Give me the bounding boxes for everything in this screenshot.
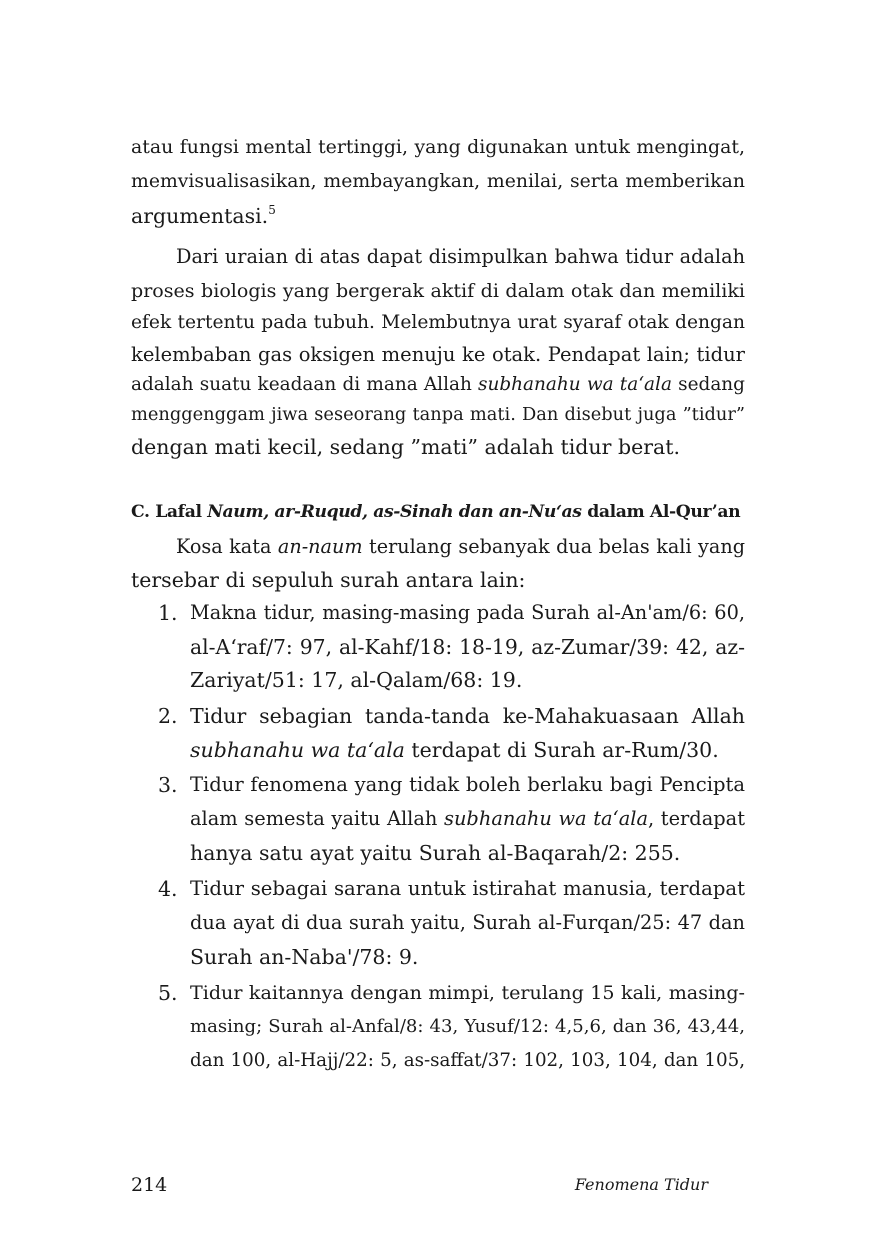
running-title: Fenomena Tidur (574, 1175, 708, 1194)
paragraph-2-line-3: efek tertentu pada tubuh. Melembutnya urat syaraf otak dengan (131, 312, 745, 333)
list-item-1-number: 1. (158, 601, 178, 625)
list-item-5-line-1: Tidur kaitannya dengan mimpi, terulang 15 kali, masing- (190, 981, 745, 1004)
list-item-3-line-1: Tidur fenomena yang tidak boleh berlaku bagi Pencipta (190, 773, 745, 796)
paragraph-1-last-text: argumentasi. (131, 204, 269, 228)
list-item-3-line-2 (190, 802, 745, 836)
section-italic-terms: Naum, ar-Ruqud, as-Sinah dan an-Nu‘as (207, 502, 582, 522)
paragraph-2-line-6: menggenggam jiwa seseorang tanpa mati. Dan disebut juga ”tidur” (131, 404, 745, 425)
list-item-1-line-2: al-A‘raf/7: 97, al-Kahf/18: 18-19, az-Zumar/39: 42, az- (190, 635, 745, 659)
list-item-4-line-2: dua ayat di dua surah yaitu, Surah al-Furqan/25: 47 dan (190, 911, 745, 934)
list-item-1-line-3: Zariyat/51: 17, al-Qalam/68: 19. (190, 668, 523, 692)
section-lead: Lafal (155, 502, 208, 522)
paragraph-2-line-4: kelembaban gas oksigen menuju ke otak. Pendapat lain; tidur (131, 343, 745, 366)
paragraph-1-line-3 (131, 199, 745, 233)
p2-line5-after: sedang (671, 374, 745, 395)
list-item-5-number: 5. (158, 981, 178, 1005)
list-item-3-after: , terdapat (648, 807, 745, 830)
list-item-4-number: 4. (158, 877, 178, 901)
paragraph-2-line-7: dengan mati kecil, sedang ”mati” adalah tidur berat. (131, 435, 680, 459)
list-item-5-line-2: masing; Surah al-Anfal/8: 43, Yusuf/12: 4,5,6, dan 36, 43,44, (190, 1016, 745, 1037)
intro-line-2: tersebar di sepuluh surah antara lain: (131, 568, 526, 592)
list-item-4-line-1: Tidur sebagai sarana untuk istirahat manusia, terdapat (190, 877, 745, 900)
p2-line5-before: adalah suatu keadaan di mana Allah (131, 374, 479, 395)
paragraph-1-line-1: atau fungsi mental tertinggi, yang digunakan untuk mengingat, (131, 136, 745, 158)
section-heading (131, 495, 745, 529)
list-item-5-line-3: dan 100, al-Hajj/22: 5, as-saffat/37: 102, 103, 104, dan 105, (190, 1050, 745, 1071)
list-item-3-number: 3. (158, 773, 178, 797)
list-item-2-italic: subhanahu wa ta‘ala (190, 738, 405, 762)
list-item-4-line-3: Surah an-Naba'/78: 9. (190, 945, 419, 969)
footnote-marker: 5 (268, 203, 276, 217)
page-number: 214 (131, 1174, 168, 1196)
section-label: C. (131, 502, 150, 522)
list-item-2-line-1: Tidur sebagian tanda-tanda ke-Mahakuasaan Allah (190, 704, 745, 728)
intro-after: terulang sebanyak dua belas kali yang (362, 535, 746, 558)
list-item-3-before: alam semesta yaitu Allah (190, 807, 445, 830)
list-item-3-line-3: hanya satu ayat yaitu Surah al-Baqarah/2: 255. (190, 841, 681, 865)
list-item-2-after: terdapat di Surah ar-Rum/30. (404, 738, 719, 762)
list-item-2-number: 2. (158, 704, 178, 728)
list-item-3-italic: subhanahu wa ta‘ala (444, 807, 649, 830)
paragraph-2-line-1: Dari uraian di atas dapat disimpulkan bahwa tidur adalah (176, 245, 745, 268)
paragraph-2-line-5 (131, 368, 745, 402)
intro-before: Kosa kata (176, 535, 278, 558)
list-item-1-line-1: Makna tidur, masing-masing pada Surah al-An'am/6: 60, (190, 601, 745, 624)
list-item-2-line-2 (190, 733, 745, 767)
intro-italic: an-naum (277, 535, 363, 558)
paragraph-1-line-2: memvisualisasikan, membayangkan, menilai, serta memberikan (131, 171, 745, 192)
p2-line5-italic: subhanahu wa ta‘ala (478, 374, 672, 395)
intro-line-1 (176, 530, 745, 564)
section-tail: dalam Al-Qur’an (581, 502, 741, 522)
paragraph-2-line-2: proses biologis yang bergerak aktif di dalam otak dan memiliki (131, 280, 745, 302)
